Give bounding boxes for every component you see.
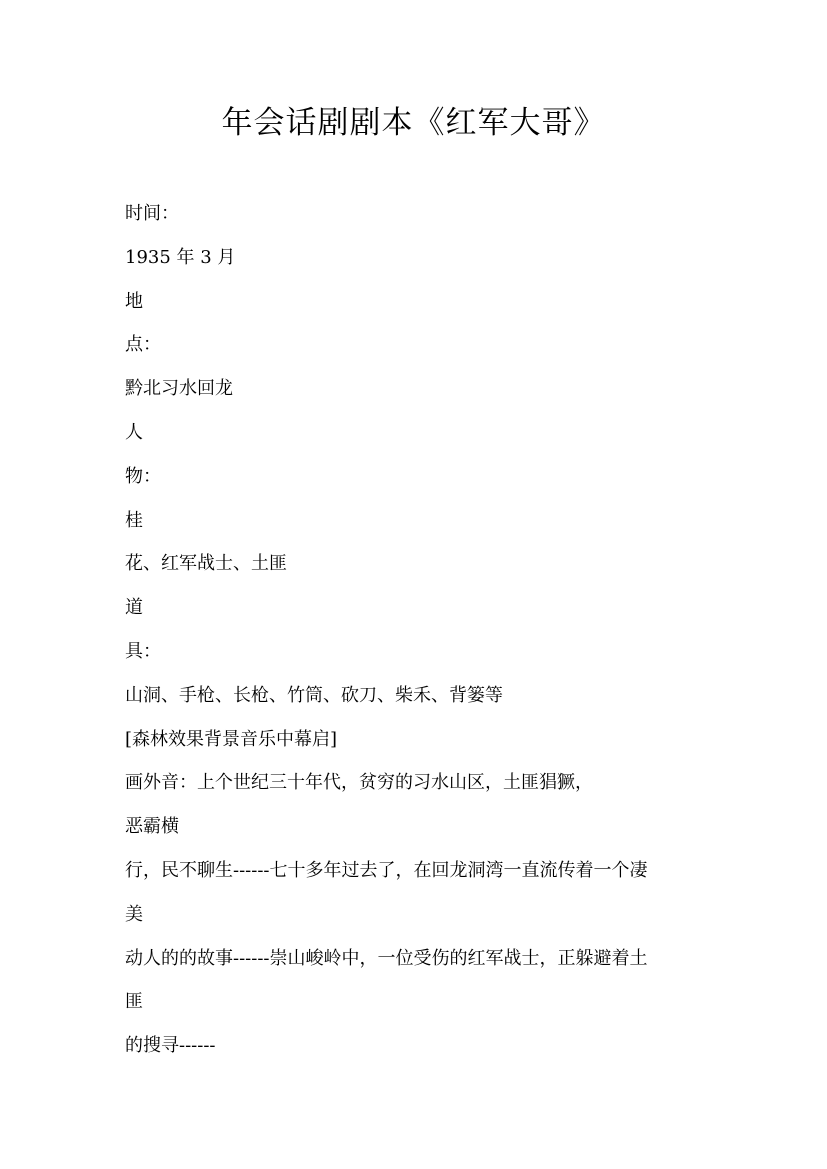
text-line: 桂	[125, 509, 143, 531]
text-line: 行，民不聊生------七十多年过去了，在回龙洞湾一直流传着一个凄	[125, 859, 648, 881]
text-line: 的搜寻------	[125, 1035, 216, 1057]
text-line: 道	[125, 597, 143, 619]
text-line: 花、红军战士、土匪	[125, 553, 287, 575]
text-line: 1935 年 3 月	[125, 246, 236, 268]
script-body	[125, 192, 725, 1068]
text-line: 画外音：上个世纪三十年代，贫穷的习水山区，土匪猖獗，	[125, 772, 593, 794]
text-line: 山洞、手枪、长枪、竹筒、砍刀、柴禾、背篓等	[125, 684, 503, 706]
text-line: 恶霸横	[125, 816, 179, 838]
text-line: 具：	[125, 640, 161, 662]
text-line: 时间：	[125, 203, 179, 224]
text-line: 美	[125, 903, 143, 925]
text-line: 人	[125, 421, 143, 443]
text-line: 地	[125, 290, 143, 312]
text-line: [森林效果背景音乐中幕启]	[125, 728, 338, 750]
text-line: 点：	[125, 334, 161, 356]
text-line: 动人的的故事------崇山峻岭中，一位受伤的红军战士，正躲避着土	[125, 947, 648, 969]
text-line: 匪	[125, 991, 143, 1013]
text-line: 物：	[125, 465, 161, 487]
page-title: 年会话剧剧本《红军大哥》	[221, 105, 606, 141]
text-line: 黔北习水回龙	[125, 378, 233, 400]
